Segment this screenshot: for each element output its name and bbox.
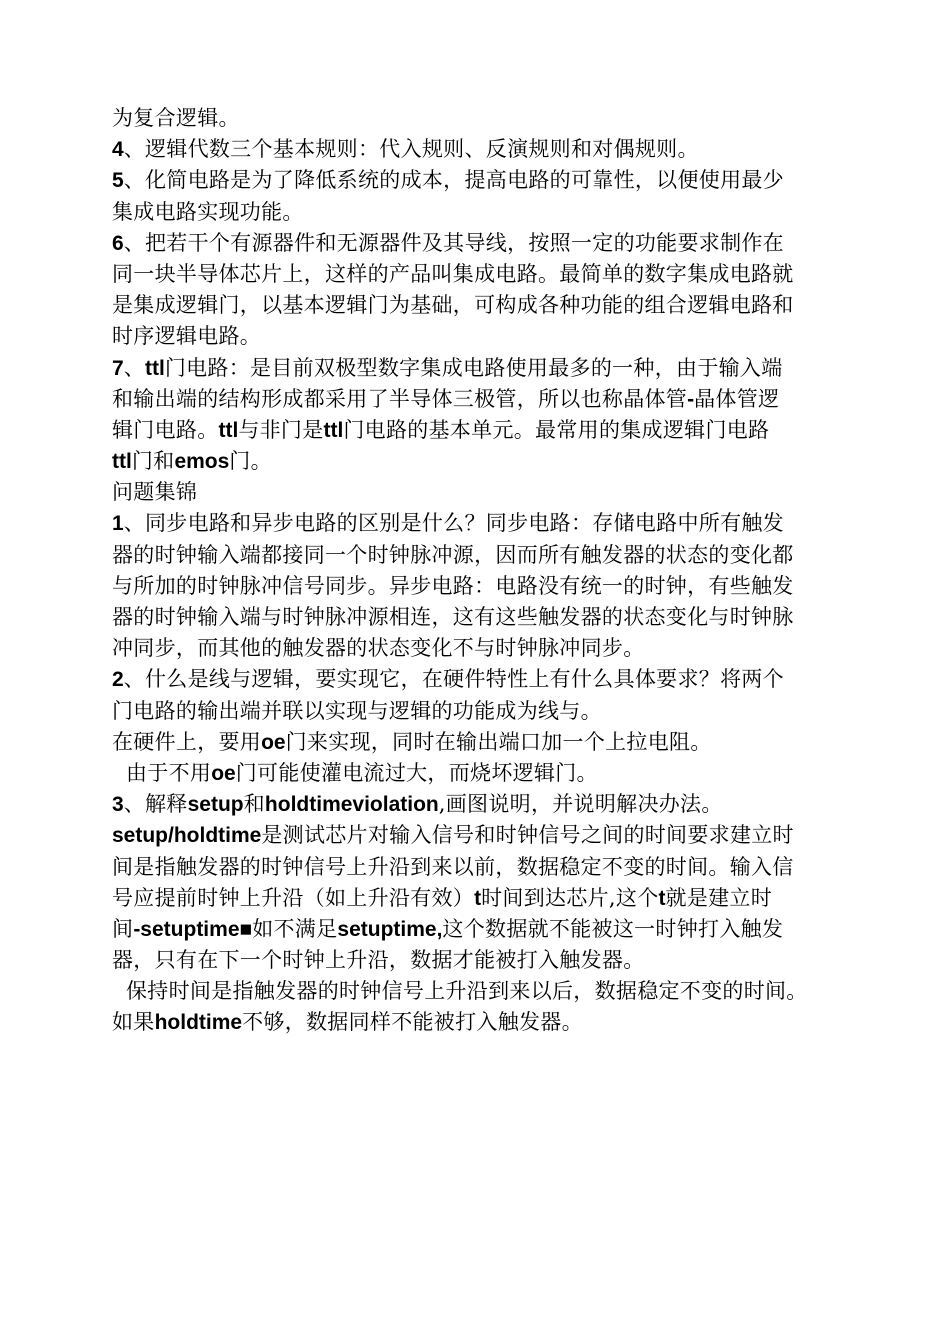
bold-text-segment: setuptime,	[337, 917, 443, 941]
bold-text-segment: emos	[174, 450, 230, 474]
text-line	[112, 696, 872, 727]
bold-text-segment: t	[658, 886, 666, 910]
text-segment: 、把若干个有源器件和无源器件及其导线，按照一定的功能要求制作在	[123, 230, 784, 255]
text-segment: 门来实现，同时在输出端口加一个上拉电阻。	[285, 729, 712, 754]
text-segment: 晶体管逻	[694, 386, 780, 411]
text-segment: 间	[112, 916, 134, 941]
bold-text-segment: setup/holdtime	[112, 824, 262, 848]
text-segment: 这个数据就不能被这一时钟打入触发	[442, 916, 784, 941]
text-line	[112, 353, 872, 384]
text-segment: 同一块半导体芯片上，这样的产品叫集成电路。最简单的数字集成电路就	[112, 261, 794, 286]
text-segment: 、解释	[123, 792, 188, 817]
text-line	[112, 134, 872, 165]
text-segment: 如果	[112, 1010, 155, 1035]
text-segment: 不够，数据同样不能被打入触发器。	[242, 1010, 583, 1035]
text-line	[112, 540, 872, 571]
text-line	[112, 727, 872, 758]
text-segment: 与所加的时钟脉冲信号同步。异步电路：电路没有统一的时钟，有些触发	[112, 573, 794, 598]
text-segment: 为复合逻辑。	[112, 106, 240, 130]
text-segment: 间是指触发器的时钟信号上升沿到来以前，数据稳定不变的时间。输入信	[112, 854, 794, 879]
bold-text-segment: ttl	[112, 450, 132, 474]
bold-text-segment: ttl	[323, 418, 344, 442]
bold-text-segment: oe	[211, 761, 236, 785]
text-segment: 在硬件上，要用	[112, 729, 262, 754]
text-line	[112, 415, 872, 446]
text-line	[112, 103, 872, 134]
text-line	[112, 384, 872, 415]
text-segment: 、什么是线与逻辑，要实现它，在硬件特性上有什么具体要求？将两个	[123, 667, 784, 692]
text-segment: 是测试芯片对输入信号和时钟信号之间的时间要求建立时	[261, 823, 794, 848]
text-segment: 器的时钟输入端都接同一个时钟脉冲源，因而所有触发器的状态的变化都	[112, 542, 794, 567]
text-segment: 保持时间是指触发器的时钟信号上升沿到来以后，数据稳定不变的时间。	[126, 979, 808, 1004]
text-segment: 如不满足	[252, 916, 338, 941]
text-segment: ,	[608, 885, 616, 910]
text-segment: 和输出端的结构形成都采用了半导体三极管，所以也称晶体管	[112, 386, 688, 411]
text-line	[112, 508, 872, 539]
bold-text-segment: 6	[112, 231, 124, 255]
text-line	[112, 664, 872, 695]
text-segment: 与非门是	[238, 417, 324, 442]
text-segment: 、化简电路是为了降低系统的成本，提高电路的可靠性，以便使用最少	[123, 168, 784, 193]
bold-text-segment: 4	[112, 138, 124, 162]
text-segment: 、逻辑代数三个基本规则：代入规则、反演规则和对偶规则。	[123, 137, 699, 162]
text-line	[112, 477, 872, 508]
text-line	[112, 259, 872, 290]
text-line	[112, 165, 872, 196]
text-segment: 门电路的输出端并联以实现与逻辑的功能成为线与。	[112, 698, 602, 723]
bold-text-segment: oe	[261, 730, 286, 754]
text-segment: 就是建立时	[665, 885, 773, 910]
bold-text-segment: 2	[112, 668, 124, 692]
bold-text-segment: ttl	[145, 356, 165, 380]
text-line	[112, 633, 872, 664]
text-segment: 门和	[131, 449, 175, 474]
text-line	[112, 197, 872, 228]
bold-text-segment: t	[474, 886, 482, 910]
text-segment: 、同步电路和异步电路的区别是什么？同步电路：存储电路中所有触发	[123, 511, 784, 536]
text-line	[112, 820, 872, 851]
text-segment: ,	[438, 792, 446, 817]
text-line	[112, 446, 872, 477]
text-segment: 辑门电路。	[112, 417, 219, 442]
document-body	[112, 103, 872, 1039]
text-segment: 冲同步，而其他的触发器的状态变化不与时钟脉冲同步。	[112, 636, 645, 661]
text-segment: 时序逻辑电路。	[112, 324, 262, 349]
bold-text-segment: holdtime	[154, 1011, 243, 1035]
text-line	[112, 290, 872, 321]
bold-text-segment: 5	[112, 169, 124, 193]
bold-text-segment: 1	[112, 512, 124, 536]
bold-text-segment: -	[687, 387, 695, 411]
text-segment: 器的时钟输入端与时钟脉冲源相连，这有这些触发器的状态变化与时钟脉	[112, 605, 794, 629]
text-line	[112, 571, 872, 602]
text-line	[112, 914, 872, 945]
text-line	[112, 976, 872, 1007]
text-segment: 是集成逻辑门，以基本逻辑门为基础，可构成各种功能的组合逻辑电路和	[112, 293, 794, 318]
text-segment: 和	[243, 792, 265, 817]
text-segment: 门可能使灌电流过大，而烧坏逻辑门。	[235, 760, 598, 785]
text-segment: 时间到达芯片	[481, 885, 609, 910]
text-line	[112, 945, 872, 976]
text-segment: 、	[123, 355, 145, 380]
text-line	[112, 852, 872, 883]
text-segment: 号应提前时钟上升沿（如上升沿有效）	[112, 885, 475, 910]
text-segment: 由于不用	[126, 760, 212, 785]
text-segment: 器，只有在下一个时钟上升沿，数据才能被打入触发器。	[112, 948, 645, 973]
text-line	[112, 789, 872, 820]
text-segment: 门电路的基本单元。最常用的集成逻辑门电路	[343, 417, 770, 442]
text-segment: 门电路：是目前双极型数字集成电路使用最多的一种，由于输入端	[164, 355, 783, 380]
bold-text-segment: setup	[187, 793, 244, 817]
text-line	[112, 883, 872, 914]
bold-text-segment: ttl	[218, 418, 239, 442]
text-segment: 这个	[615, 885, 659, 910]
bold-text-segment: -setuptime■	[133, 917, 253, 941]
text-line	[112, 1007, 872, 1038]
text-line	[112, 758, 872, 789]
bold-text-segment: holdtimeviolation	[264, 793, 439, 817]
bold-text-segment: 3	[112, 793, 124, 817]
text-line	[112, 602, 872, 633]
text-segment: 集成电路实现功能。	[112, 199, 304, 224]
text-segment: 画图说明，并说明解决办法。	[445, 792, 723, 817]
text-line	[112, 228, 872, 259]
bold-text-segment: 7	[112, 356, 124, 380]
text-segment: 问题集锦	[112, 480, 198, 505]
text-line	[112, 321, 872, 352]
text-segment: 门。	[229, 449, 272, 474]
